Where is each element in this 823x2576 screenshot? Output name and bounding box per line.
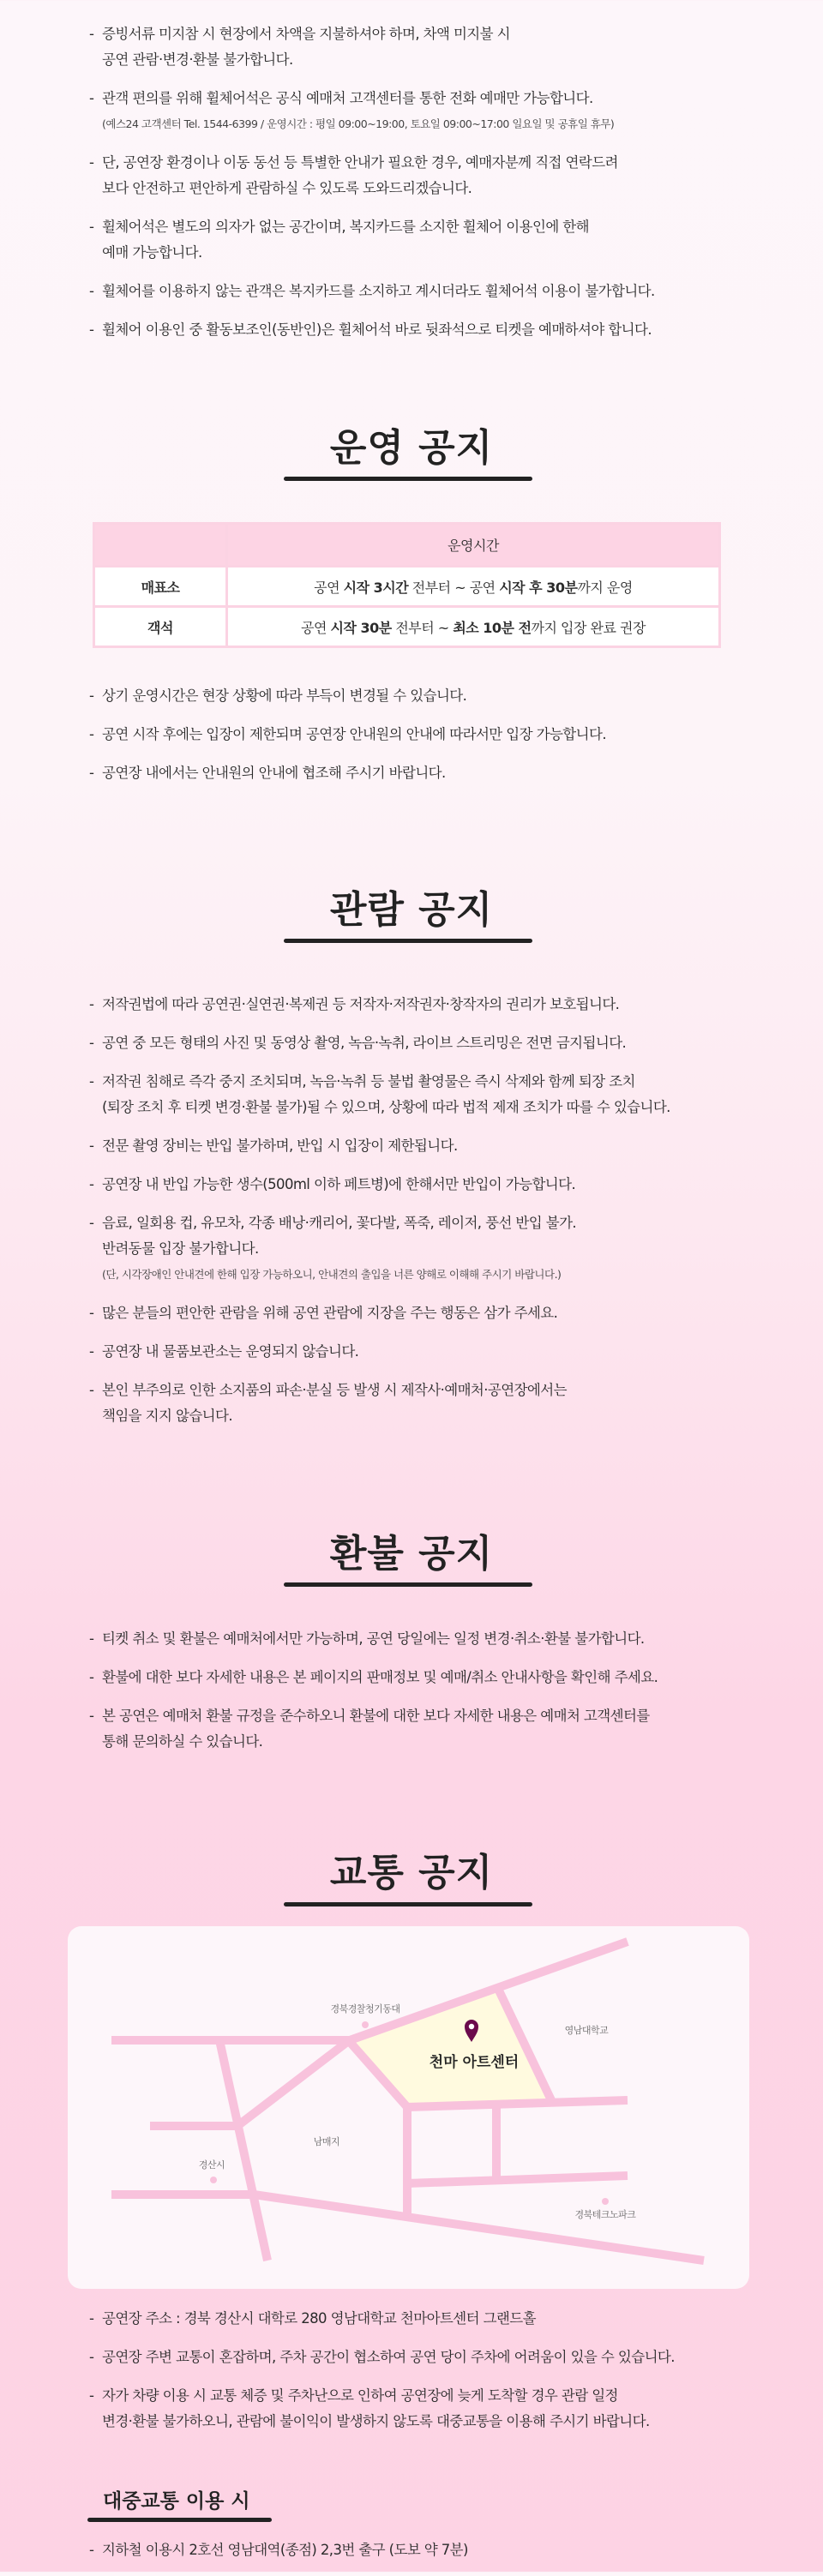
notice-item bbox=[89, 1300, 792, 1326]
bullet-dash: - bbox=[89, 154, 94, 171]
notice-item bbox=[89, 1030, 792, 1056]
notice-item bbox=[89, 1703, 792, 1755]
notice-text: 저작권법에 따라 공연권·실연권·복제권 등 저작자·저작권자·창작자의 권리가 보호됩니다. bbox=[102, 996, 620, 1012]
notice-text: 공연장 내 반입 가능한 생수(500ml 이하 페트병)에 한해서만 반입이 가능합니다. bbox=[102, 1176, 576, 1192]
notice-line bbox=[89, 1069, 792, 1095]
notice-line bbox=[89, 1300, 792, 1326]
notice-line bbox=[89, 1030, 792, 1056]
notice-text: 상기 운영시간은 현장 상황에 따라 부득이 변경될 수 있습니다. bbox=[102, 688, 467, 704]
notice-text: 환불에 대한 보다 자세한 내용은 본 페이지의 판매정보 및 예매/취소 안내사항을 확인해 주세요. bbox=[102, 1669, 658, 1685]
notice-text: 본 공연은 예매처 환불 규정을 준수하오니 환불에 대한 보다 자세한 내용은 예매처 고객센터를 bbox=[102, 1708, 650, 1724]
notice-line bbox=[89, 760, 792, 786]
bullet-dash: - bbox=[89, 1343, 94, 1360]
label-technopark: 경북테크노파크 bbox=[574, 2209, 636, 2220]
map-roads bbox=[68, 1926, 749, 2289]
row-label-seating: 객석 bbox=[94, 607, 227, 647]
notice-text: 반려동물 입장 불가합니다. bbox=[102, 1240, 259, 1257]
table-row bbox=[94, 567, 720, 607]
notice-line bbox=[89, 722, 792, 748]
notice-item bbox=[89, 1665, 792, 1690]
title-underline bbox=[284, 939, 532, 943]
bullet-dash: - bbox=[89, 1073, 94, 1090]
notice-line bbox=[89, 150, 792, 176]
operation-hours-table bbox=[93, 522, 721, 648]
notice-line bbox=[89, 1403, 792, 1429]
notice-line bbox=[89, 2345, 792, 2370]
notice-line bbox=[89, 86, 792, 111]
notice-item bbox=[89, 317, 792, 343]
notice-text: 티켓 취소 및 환불은 예매처에서만 가능하며, 공연 당일에는 일정 변경·취소·환불 불가합니다. bbox=[102, 1630, 645, 1647]
bullet-dash: - bbox=[89, 1305, 94, 1321]
notice-item bbox=[89, 2306, 792, 2332]
notice-text: 책임을 지지 않습니다. bbox=[102, 1408, 232, 1424]
bullet-dash: - bbox=[89, 1138, 94, 1154]
bullet-dash: - bbox=[89, 1708, 94, 1724]
notice-line bbox=[89, 176, 792, 201]
notice-item bbox=[89, 279, 792, 304]
row-value-seating bbox=[227, 607, 720, 647]
notice-line bbox=[89, 1378, 792, 1403]
notice-line bbox=[89, 1729, 792, 1755]
bullet-dash: - bbox=[89, 688, 94, 704]
notice-line bbox=[89, 279, 792, 304]
bullet-dash: - bbox=[89, 765, 94, 781]
notice-line bbox=[89, 214, 792, 240]
notice-item bbox=[89, 1172, 792, 1198]
accessibility-notice-list bbox=[89, 21, 792, 356]
venue-map bbox=[68, 1926, 749, 2289]
notice-text: 통해 문의하실 수 있습니다. bbox=[102, 1733, 263, 1750]
bullet-dash: - bbox=[89, 321, 94, 338]
notice-text: 공연장 내에서는 안내원의 안내에 협조해 주시기 바랍니다. bbox=[102, 765, 446, 781]
road bbox=[219, 2040, 267, 2261]
venue-label: 천마 아트센터 bbox=[429, 2054, 520, 2071]
notice-line bbox=[89, 240, 792, 266]
cell-text: 전부터 ~ 공연 bbox=[408, 579, 500, 596]
notice-line bbox=[89, 1133, 792, 1159]
notice-line bbox=[89, 21, 792, 47]
bullet-dash: - bbox=[89, 219, 94, 235]
bullet-dash: - bbox=[89, 1669, 94, 1685]
landmark-dot bbox=[210, 2177, 217, 2183]
notice-item bbox=[89, 214, 792, 266]
row-label-box-office: 매표소 bbox=[94, 567, 227, 607]
title-underline bbox=[284, 477, 532, 481]
bullet-dash: - bbox=[89, 726, 94, 742]
notice-text: 자가 차량 이용 시 교통 체증 및 주차난으로 인하여 공연장에 늦게 도착할 경우 관람 일정 bbox=[102, 2387, 618, 2404]
notice-text: (퇴장 조치 후 티켓 변경·환불 불가)될 수 있으며, 상황에 따라 법적 제재 조치가 따를 수 있습니다. bbox=[102, 1099, 670, 1115]
notice-text: 전문 촬영 장비는 반입 불가하며, 반입 시 입장이 제한됩니다. bbox=[102, 1138, 458, 1154]
notice-item bbox=[89, 2383, 792, 2435]
cell-text: 까지 입장 완료 권장 bbox=[531, 619, 646, 636]
title-underline bbox=[284, 1902, 532, 1906]
notice-text: 음료, 일회용 컵, 유모차, 각종 배낭·캐리어, 꽃다발, 폭죽, 레이저, 풍선 반입 불가. bbox=[102, 1215, 577, 1231]
emphasis-text: 시작 후 30분 bbox=[499, 579, 578, 596]
notice-line bbox=[89, 1626, 792, 1652]
notice-line bbox=[89, 47, 792, 73]
cell-text: 공연 bbox=[314, 579, 344, 596]
notice-item bbox=[89, 760, 792, 786]
notice-item bbox=[89, 1626, 792, 1652]
notice-text: 공연장 주소 : 경북 경산시 대학로 280 영남대학교 천마아트센터 그랜드홀 bbox=[102, 2310, 536, 2327]
refund-notice-list bbox=[89, 1626, 792, 1768]
title-underline bbox=[284, 1582, 532, 1587]
notice-item bbox=[89, 992, 792, 1018]
notice-note: (예스24 고객센터 Tel. 1544-6399 / 운영시간 : 평일 09:00~19:00, 토요일 09:00~17:00 일요일 및 공휴일 휴무) bbox=[102, 117, 615, 130]
road bbox=[407, 2176, 628, 2183]
notice-text: 증빙서류 미지참 시 현장에서 차액을 지불하셔야 하며, 차액 미지불 시 bbox=[102, 26, 510, 42]
notice-item bbox=[89, 1378, 792, 1429]
notice-item bbox=[89, 722, 792, 748]
label-city: 경산시 bbox=[198, 2159, 225, 2171]
notice-text: 많은 분들의 편안한 관람을 위해 공연 관람에 지장을 주는 행동은 삼가 주세요. bbox=[102, 1305, 558, 1321]
notice-text: 변경·환불 불가하오니, 관람에 불이익이 발생하지 않도록 대중교통을 이용해 주시기 바랍니다. bbox=[102, 2413, 650, 2429]
notice-item bbox=[89, 2537, 792, 2563]
notice-line bbox=[89, 1665, 792, 1690]
notice-line bbox=[89, 2537, 792, 2563]
bullet-dash: - bbox=[89, 2310, 94, 2327]
notice-text: 관객 편의를 위해 휠체어석은 공식 예매처 고객센터를 통한 전화 예매만 가능합니다. bbox=[102, 90, 593, 106]
notice-text: 휠체어 이용인 중 활동보조인(동반인)은 휠체어석 바로 뒷좌석으로 티켓을 예매하셔야 합니다. bbox=[102, 321, 652, 338]
notice-item bbox=[89, 1339, 792, 1365]
public-transport-heading: 대중교통 이용 시 bbox=[103, 2490, 250, 2513]
notice-text: 공연 중 모든 형태의 사진 및 동영상 촬영, 녹음·녹취, 라이브 스트리밍은 전면 금지됩니다. bbox=[102, 1035, 627, 1051]
notice-line bbox=[89, 317, 792, 343]
emphasis-text: 최소 10분 전 bbox=[453, 619, 532, 636]
refund-notice-title: 환불 공지 bbox=[329, 1532, 494, 1576]
notice-text: 공연 관람·변경·환불 불가합니다. bbox=[102, 51, 293, 68]
bullet-dash: - bbox=[89, 2349, 94, 2365]
bullet-dash: - bbox=[89, 1035, 94, 1051]
road bbox=[254, 2195, 704, 2261]
notice-item bbox=[89, 21, 792, 73]
landmark-dot bbox=[602, 2198, 609, 2205]
viewing-notice-title: 관람 공지 bbox=[329, 888, 494, 932]
cell-text: 까지 운영 bbox=[577, 579, 633, 596]
notice-text: 본인 부주의로 인한 소지품의 파손·분실 등 발생 시 제작사·예매처·공연장에서는 bbox=[102, 1382, 567, 1398]
notice-line bbox=[89, 992, 792, 1018]
table-header-row bbox=[94, 524, 720, 567]
notice-line bbox=[89, 2409, 792, 2435]
subheading-underline bbox=[87, 2518, 272, 2522]
bullet-dash: - bbox=[89, 90, 94, 106]
notice-item bbox=[89, 1210, 792, 1288]
cell-text: 공연 bbox=[301, 619, 331, 636]
table-header-blank bbox=[94, 524, 227, 567]
transport-notice-title: 교통 공지 bbox=[329, 1851, 494, 1894]
viewing-notice-list bbox=[89, 992, 792, 1442]
bullet-dash: - bbox=[89, 26, 94, 42]
cell-text: 전부터 ~ bbox=[391, 619, 454, 636]
notice-line bbox=[89, 2306, 792, 2332]
table-row bbox=[94, 607, 720, 647]
road bbox=[237, 2042, 347, 2126]
operation-notice-title: 운영 공지 bbox=[329, 426, 494, 470]
notice-text: 공연 시작 후에는 입장이 제한되며 공연장 안내원의 안내에 따라서만 입장 가능합니다. bbox=[102, 726, 606, 742]
label-university: 영남대학교 bbox=[564, 2025, 609, 2036]
notice-text: 휠체어석은 별도의 의자가 없는 공간이며, 복지카드를 소지한 휠체어 이용인에 한해 bbox=[102, 219, 589, 235]
bullet-dash: - bbox=[89, 2542, 94, 2558]
notice-line bbox=[89, 1236, 792, 1262]
public-transport-list bbox=[89, 2537, 792, 2576]
notice-item bbox=[89, 1069, 792, 1120]
notice-line bbox=[89, 1339, 792, 1365]
notice-text: 지하철 이용시 2호선 영남대역(종점) 2,3번 출구 (도보 약 7분) bbox=[102, 2542, 468, 2558]
notice-line bbox=[89, 2383, 792, 2409]
label-lake: 남매지 bbox=[313, 2136, 340, 2147]
notice-item bbox=[89, 86, 792, 137]
notice-text: 단, 공연장 환경이나 이동 동선 등 특별한 안내가 필요한 경우, 예매자분께 직접 연락드려 bbox=[102, 154, 618, 171]
notice-line bbox=[89, 1703, 792, 1729]
notice-text: 공연장 주변 교통이 혼잡하며, 주차 공간이 협소하여 공연 당이 주차에 어려움이 있을 수 있습니다. bbox=[102, 2349, 675, 2365]
operation-notice-list bbox=[89, 683, 792, 799]
bullet-dash: - bbox=[89, 1382, 94, 1398]
bullet-dash: - bbox=[89, 1176, 94, 1192]
landmark-dot bbox=[362, 2021, 369, 2028]
notice-line bbox=[89, 1172, 792, 1198]
notice-text: 공연장 내 물품보관소는 운영되지 않습니다. bbox=[102, 1343, 359, 1360]
bullet-dash: - bbox=[89, 283, 94, 299]
bullet-dash: - bbox=[89, 1630, 94, 1647]
notice-line bbox=[89, 1095, 792, 1120]
label-police: 경북경찰청기동대 bbox=[330, 2003, 400, 2015]
emphasis-text: 시작 30분 bbox=[330, 619, 392, 636]
notice-item bbox=[89, 683, 792, 709]
transport-notice-list bbox=[89, 2306, 792, 2447]
notice-item bbox=[89, 2345, 792, 2370]
notice-note: (단, 시각장애인 안내견에 한해 입장 가능하오니, 안내견의 출입을 너른 양해로 이해해 주시기 바랍니다.) bbox=[102, 1268, 562, 1281]
notice-item bbox=[89, 1133, 792, 1159]
bullet-dash: - bbox=[89, 1215, 94, 1231]
row-value-box-office bbox=[227, 567, 720, 607]
notice-line bbox=[89, 683, 792, 709]
notice-line bbox=[89, 1210, 792, 1236]
table-header-hours: 운영시간 bbox=[227, 524, 720, 567]
notice-item bbox=[89, 150, 792, 201]
bullet-dash: - bbox=[89, 996, 94, 1012]
notice-text: 휠체어를 이용하지 않는 관객은 복지카드를 소지하고 계시더라도 휠체어석 이용이 불가합니다. bbox=[102, 283, 655, 299]
bullet-dash: - bbox=[89, 2387, 94, 2404]
emphasis-text: 시작 3시간 bbox=[343, 579, 409, 596]
notice-text: 보다 안전하고 편안하게 관람하실 수 있도록 도와드리겠습니다. bbox=[102, 180, 472, 196]
notice-text: 예매 가능합니다. bbox=[102, 244, 202, 261]
notice-text: 저작권 침해로 즉각 중지 조치되며, 녹음·녹취 등 불법 촬영물은 즉시 삭제와 함께 퇴장 조치 bbox=[102, 1073, 635, 1090]
